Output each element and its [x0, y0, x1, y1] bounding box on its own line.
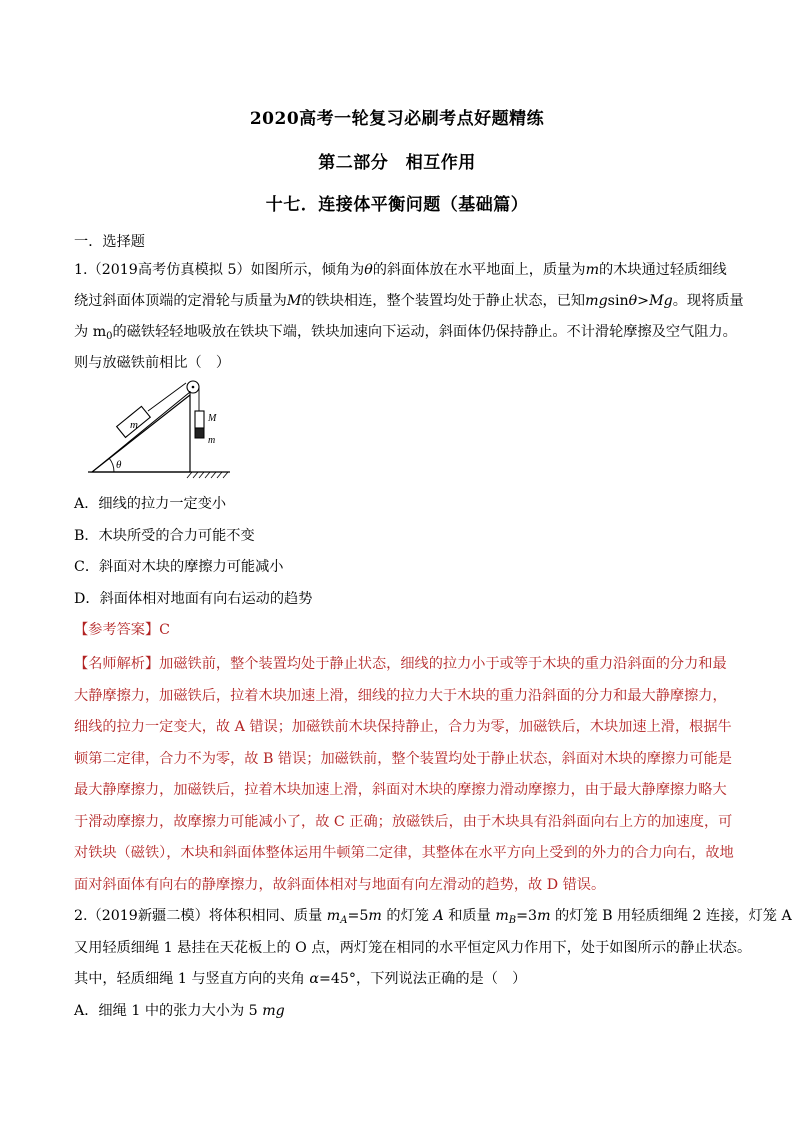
lantern-label: A: [433, 908, 444, 924]
theta-symbol: θ: [364, 262, 373, 278]
analysis-label: 【名师解析】: [74, 656, 160, 672]
magnet-block: [195, 428, 204, 438]
q2-option-formula: mg: [262, 1003, 285, 1019]
q2-text: 的灯笼 B 用轻质细绳 2 连接，灯笼 A: [550, 908, 792, 924]
string-incline: [148, 383, 186, 411]
q1-text: 的斜面体放在水平地面上，质量为: [372, 262, 586, 278]
mass-symbol: m: [326, 908, 341, 924]
q1-text: 为 m: [74, 324, 107, 340]
theta-label: θ: [116, 459, 122, 471]
mass-symbol: m: [368, 908, 382, 924]
q2-text: 的灯笼: [381, 908, 434, 924]
section-label: 一．选择题: [74, 234, 145, 250]
analysis-line-1: [74, 654, 727, 674]
analysis-line-5: 最大静摩擦力，加磁铁后，拉着木块加速上滑，斜面对木块的摩擦力滑动摩擦力，由于最大静摩擦力略大: [74, 782, 727, 798]
q2-text: =45°，下列说法正确的是（ ）: [318, 971, 527, 987]
pulley-axle: [192, 386, 195, 389]
theta-arc: [109, 458, 114, 472]
part-title: 第二部分 相互作用: [318, 153, 476, 173]
ground-hatch: [187, 472, 228, 478]
condition-formula: sin: [607, 293, 629, 309]
q1-line-1: [74, 260, 727, 280]
q2-text: =5: [347, 908, 369, 924]
q1-text: 的铁块相连，整个装置均处于静止状态，已知: [301, 293, 586, 309]
q2-option-text: A．细绳 1 中的张力大小为 5: [74, 1003, 263, 1019]
q2-line-2: 又用轻质细绳 1 悬挂在天花板上的 O 点，两灯笼在相同的水平恒定风力作用下，处于如图所示的静止状态。: [74, 940, 752, 956]
subscript: 0: [106, 331, 113, 342]
analysis-line-7: 对铁块（磁铁），木块和斜面体整体运用牛顿第二定律，其整体在水平方向上受到的外力的合力向右，故地: [74, 845, 734, 861]
mass-symbol: m: [585, 262, 600, 278]
option-c: C．斜面对木块的摩擦力可能减小: [74, 559, 284, 575]
q2-option-a: [74, 1001, 724, 1021]
q2-line-1: [74, 906, 792, 931]
document-title: 2020高考一轮复习必刷考点好题精练: [249, 109, 545, 129]
incline-surface: [92, 392, 190, 472]
option-a: A．细线的拉力一定变小: [74, 496, 227, 512]
q2-text: 其中，轻质细绳 1 与竖直方向的夹角: [74, 971, 310, 987]
subscript: B: [508, 915, 517, 926]
analysis-line-3: 细线的拉力一定变大，故 A 错误；加磁铁前木块保持静止，合力为零，加磁铁后，木块加速上滑，根据牛: [74, 719, 732, 735]
q1-line-3: [74, 322, 737, 347]
q1-text: 绕过斜面体顶端的定滑轮与质量为: [74, 293, 287, 309]
option-b: B．木块所受的合力可能不变: [74, 528, 255, 544]
q1-line-2: [74, 291, 744, 311]
condition-formula: mg: [585, 293, 608, 309]
alpha-symbol: α: [309, 971, 319, 987]
mass-symbol: m: [495, 908, 509, 924]
option-d: D．斜面体相对地面有向右运动的趋势: [74, 591, 313, 607]
q1-text: 1.（2019高考仿真模拟 5）如图所示，倾角为: [74, 262, 365, 278]
analysis-line-6: 于滑动摩擦力，故摩擦力可能减小了，故 C 正确；放磁铁后，由于木块具有沿斜面向右上方的加速度，可: [74, 814, 733, 830]
analysis-line-8: 面对斜面体有向右的静摩擦力，故斜面体相对与地面有向左滑动的趋势，故 D 错误。: [74, 877, 606, 893]
analysis-line-4: 顿第二定律，合力不为零，故 B 错误；加磁铁前，整个装置均处于静止状态，斜面对木块的摩擦力可能是: [74, 751, 732, 767]
section-title: 十七．连接体平衡问题（基础篇）: [265, 195, 529, 215]
q1-text: 的木块通过轻质细线: [599, 262, 727, 278]
block-mass-label: m: [130, 419, 138, 431]
condition-formula: θ>Mg: [628, 293, 673, 309]
mass-symbol: M: [286, 293, 302, 309]
mass-symbol: m: [537, 908, 551, 924]
q1-text: 的磁铁轻轻地吸放在铁块下端，铁块加速向下运动，斜面体仍保持静止。不计滑轮摩擦及空气阻力。: [112, 324, 737, 340]
q2-text: =3: [516, 908, 538, 924]
q2-text: 2.（2019新疆二模）将体积相同、质量: [74, 908, 327, 924]
answer-line: [74, 620, 724, 640]
subscript: A: [340, 915, 348, 926]
q1-text: 。现将质量: [672, 293, 744, 309]
answer-value: C: [159, 622, 170, 638]
q2-text: 和质量: [443, 908, 496, 924]
analysis-line-2: 大静摩擦力，加磁铁后，拉着木块加速上滑，细线的拉力大于木块的重力沿斜面的分力和最大静摩擦力，: [74, 688, 727, 704]
incline-figure: [80, 377, 240, 487]
analysis-text: 加磁铁前，整个装置均处于静止状态，细线的拉力小于或等于木块的重力沿斜面的分力和最: [159, 656, 727, 672]
answer-label: 【参考答案】: [74, 622, 160, 638]
magnet-mass-label: m: [208, 435, 216, 446]
iron-mass-label: M: [208, 413, 217, 424]
q1-line-4: 则与放磁铁前相比（ ）: [74, 355, 231, 371]
q2-line-3: [74, 969, 724, 989]
iron-block: [195, 411, 204, 428]
